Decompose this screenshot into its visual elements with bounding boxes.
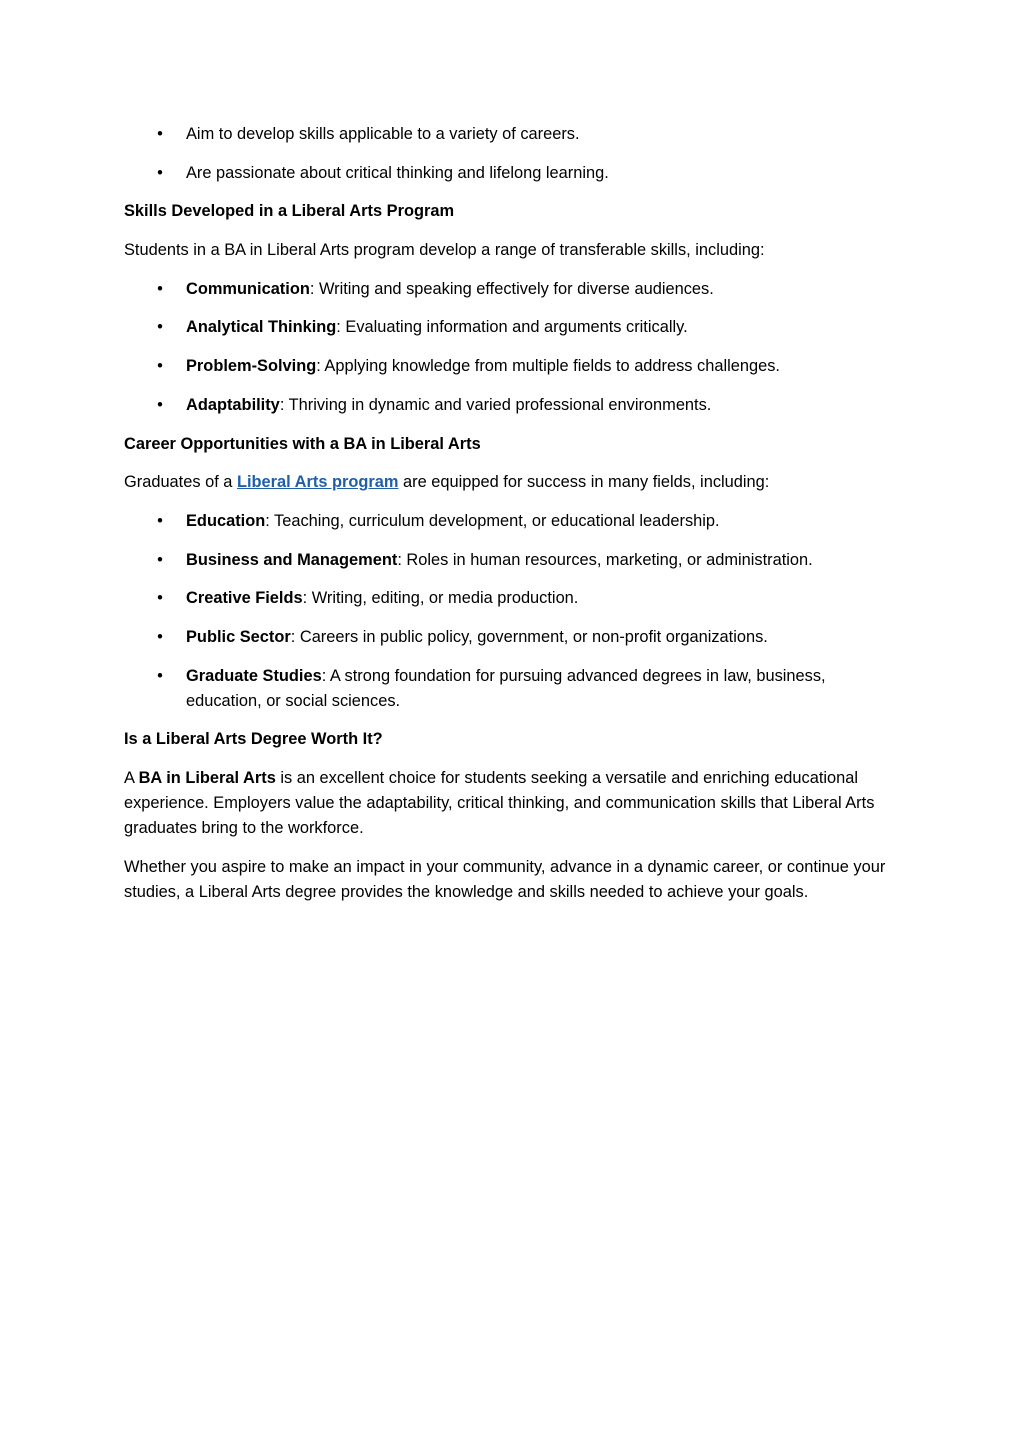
- bullet-icon: •: [157, 666, 163, 685]
- liberal-arts-program-link[interactable]: Liberal Arts program: [236, 473, 399, 492]
- worth-p1-bold: BA in Liberal Arts: [138, 769, 276, 787]
- career-description: : Careers in public policy, government, or non-profit organizations.: [290, 627, 768, 646]
- list-item: [124, 122, 904, 147]
- career-intro-paragraph: [124, 470, 904, 495]
- worth-p1-after: is an excellent choice for students seeking a versatile and enriching educational experience. Employers value the adaptability, critical thinking, and communication skills that Liberal Arts graduates bring to the workforce.: [124, 769, 875, 837]
- document-page: [124, 122, 904, 918]
- bullet-icon: •: [157, 550, 163, 569]
- list-item-text: Aim to develop skills applicable to a variety of careers.: [186, 125, 580, 143]
- career-description: : Teaching, curriculum development, or educational leadership.: [265, 511, 720, 530]
- skills-heading: Skills Developed in a Liberal Arts Program: [124, 202, 455, 221]
- bullet-icon: •: [157, 357, 163, 376]
- bullet-icon: •: [157, 163, 163, 182]
- list-item: [124, 315, 904, 340]
- worth-heading: Is a Liberal Arts Degree Worth It?: [124, 730, 383, 749]
- list-item: [124, 509, 904, 534]
- skill-description: : Writing and speaking effectively for diverse audiences.: [309, 279, 714, 298]
- list-item: [124, 664, 904, 714]
- list-item: [124, 393, 904, 418]
- career-intro-text-after: are equipped for success in many fields, including:: [398, 473, 770, 492]
- list-item: [124, 277, 904, 302]
- bullet-icon: •: [157, 125, 163, 143]
- career-bullet-list: [124, 509, 904, 714]
- skill-description: : Evaluating information and arguments critically.: [336, 318, 688, 337]
- career-description: : A strong foundation for pursuing advanced degrees in law, business, education, or social sciences.: [186, 666, 826, 710]
- career-intro-text-before: Graduates of a: [124, 473, 237, 492]
- skills-bullet-list: [124, 277, 904, 418]
- worth-paragraph-2: Whether you aspire to make an impact in your community, advance in a dynamic career, or continue your studies, a Liberal Arts degree provides the knowledge and skills needed to achieve your goals.: [124, 857, 886, 901]
- bullet-icon: •: [157, 627, 163, 646]
- intro-bullet-list: [124, 122, 904, 186]
- career-term: Graduate Studies: [186, 666, 322, 685]
- list-item-text: Are passionate about critical thinking and lifelong learning.: [186, 163, 609, 182]
- skills-intro-paragraph: Students in a BA in Liberal Arts program develop a range of transferable skills, including:: [124, 241, 765, 260]
- skill-description: : Thriving in dynamic and varied professional environments.: [279, 395, 712, 414]
- career-term: Business and Management: [186, 550, 398, 569]
- bullet-icon: •: [157, 318, 163, 337]
- worth-paragraph-1: [124, 766, 904, 841]
- career-description: : Writing, editing, or media production.: [302, 589, 579, 608]
- skill-term: Adaptability: [186, 395, 280, 414]
- career-term: Education: [186, 511, 266, 530]
- career-heading: Career Opportunities with a BA in Liberal Arts: [124, 434, 481, 453]
- career-description: : Roles in human resources, marketing, or administration.: [397, 550, 813, 569]
- skill-term: Communication: [186, 279, 310, 298]
- bullet-icon: •: [157, 395, 163, 414]
- career-term: Creative Fields: [186, 589, 303, 608]
- bullet-icon: •: [157, 511, 163, 530]
- list-item: [124, 161, 904, 186]
- list-item: [124, 354, 904, 379]
- skill-description: : Applying knowledge from multiple fields to address challenges.: [316, 357, 780, 376]
- skill-term: Problem-Solving: [186, 357, 317, 376]
- skill-term: Analytical Thinking: [186, 318, 337, 337]
- bullet-icon: •: [157, 589, 163, 608]
- bullet-icon: •: [157, 279, 163, 298]
- list-item: [124, 586, 904, 611]
- list-item: [124, 548, 904, 573]
- worth-p1-before: A: [124, 769, 139, 787]
- list-item: [124, 625, 904, 650]
- career-term: Public Sector: [186, 627, 291, 646]
